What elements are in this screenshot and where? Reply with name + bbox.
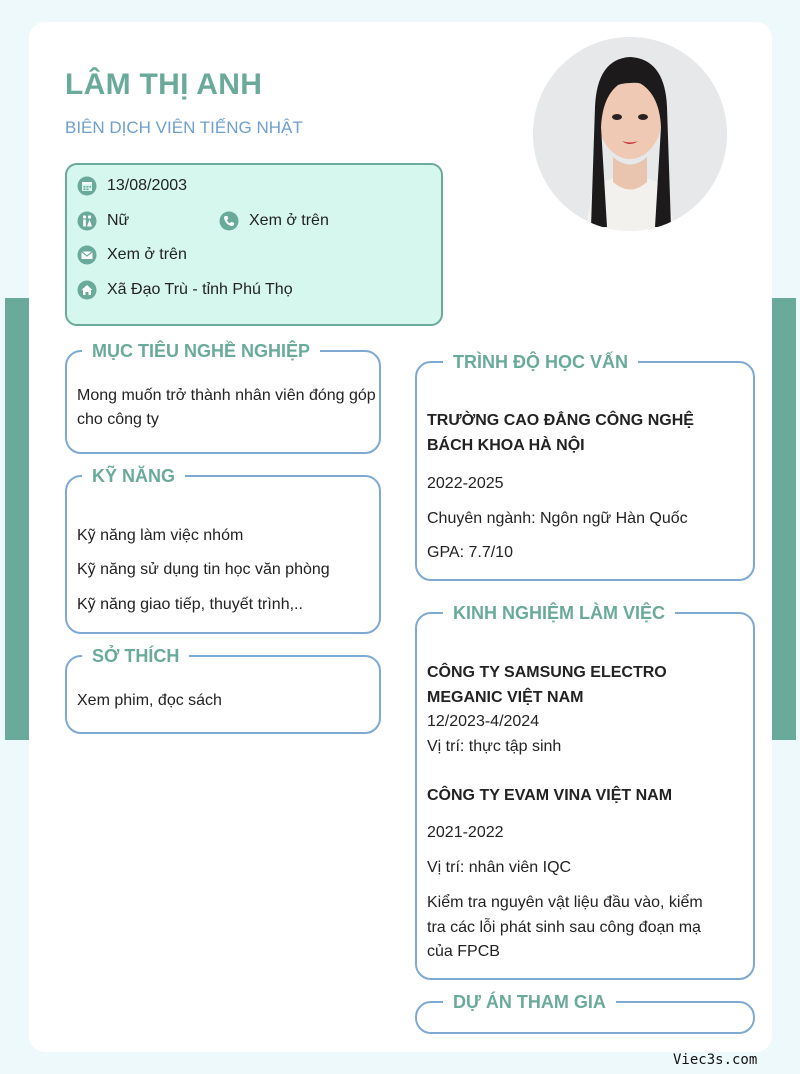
phone-row [219,211,329,231]
decor-band-right [772,298,796,740]
job-company: CÔNG TY EVAM VINA VIỆT NAM [427,787,673,804]
gender-row [77,211,129,231]
experience-title: KINH NGHIỆM LÀM VIỆC [443,601,675,625]
phone-value: Xem ở trên [249,212,329,229]
education-major: Chuyên ngành: Ngôn ngữ Hàn Quốc [427,510,688,527]
email-value: Xem ở trên [107,246,187,263]
job-title: BIÊN DỊCH VIÊN TIẾNG NHẬT [65,118,303,137]
job-position: Vị trí: thực tập sinh [427,738,562,755]
home-icon [77,280,97,300]
job-description-line1: Kiểm tra nguyên vật liệu đầu vào, kiểm [427,894,703,911]
school-name-line1: TRƯỜNG CAO ĐẲNG CÔNG NGHỆ [427,412,694,429]
avatar [533,37,727,231]
decor-band-left [5,298,29,740]
skill-item: Kỹ năng sử dụng tin học văn phòng [77,561,330,578]
job-position: Vị trí: nhân viên IQC [427,859,572,876]
phone-icon [219,211,239,231]
skill-item: Kỹ năng giao tiếp, thuyết trình,.. [77,596,303,613]
job-description-line2: tra các lỗi phát sinh sau công đoạn mạ [427,919,701,936]
address-value: Xã Đạo Trù - tỉnh Phú Thọ [107,281,293,298]
school-name-line2: BÁCH KHOA HÀ NỘI [427,437,585,454]
job-company-line1: CÔNG TY SAMSUNG ELECTRO [427,664,667,681]
address-row [77,280,293,300]
projects-title: DỰ ÁN THAM GIA [443,990,616,1014]
job-description-line3: của FPCB [427,943,500,960]
objective-section [65,341,381,454]
hobbies-title: SỞ THÍCH [82,644,189,668]
email-row [77,245,187,265]
job-period: 12/2023-4/2024 [427,713,540,730]
calendar-icon [77,176,97,196]
gender-icon [77,211,97,231]
projects-section [415,992,755,1034]
birthday-value: 13/08/2003 [107,177,188,194]
birthday-row [77,176,187,196]
email-icon [77,245,97,265]
candidate-name: LÂM THỊ ANH [65,68,263,101]
education-years: 2022-2025 [427,475,504,492]
objective-text: Mong muốn trở thành nhân viên đóng góp cho công ty [77,387,376,428]
education-title: TRÌNH ĐỘ HỌC VẤN [443,350,638,374]
education-gpa: GPA: 7.7/10 [427,544,513,561]
hobbies-section [65,646,381,734]
hobbies-text: Xem phim, đọc sách [77,692,222,709]
gender-value: Nữ [107,212,130,229]
watermark: Viec3s.com [673,1052,758,1068]
education-section [415,352,755,581]
experience-section [415,603,755,980]
skill-item: Kỹ năng làm việc nhóm [77,527,244,544]
skills-title: KỸ NĂNG [82,464,185,488]
skills-section [65,466,381,634]
job-period: 2021-2022 [427,824,504,841]
job-company-line2: MEGANIC VIỆT NAM [427,689,584,706]
objective-title: MỤC TIÊU NGHỀ NGHIỆP [82,339,320,363]
